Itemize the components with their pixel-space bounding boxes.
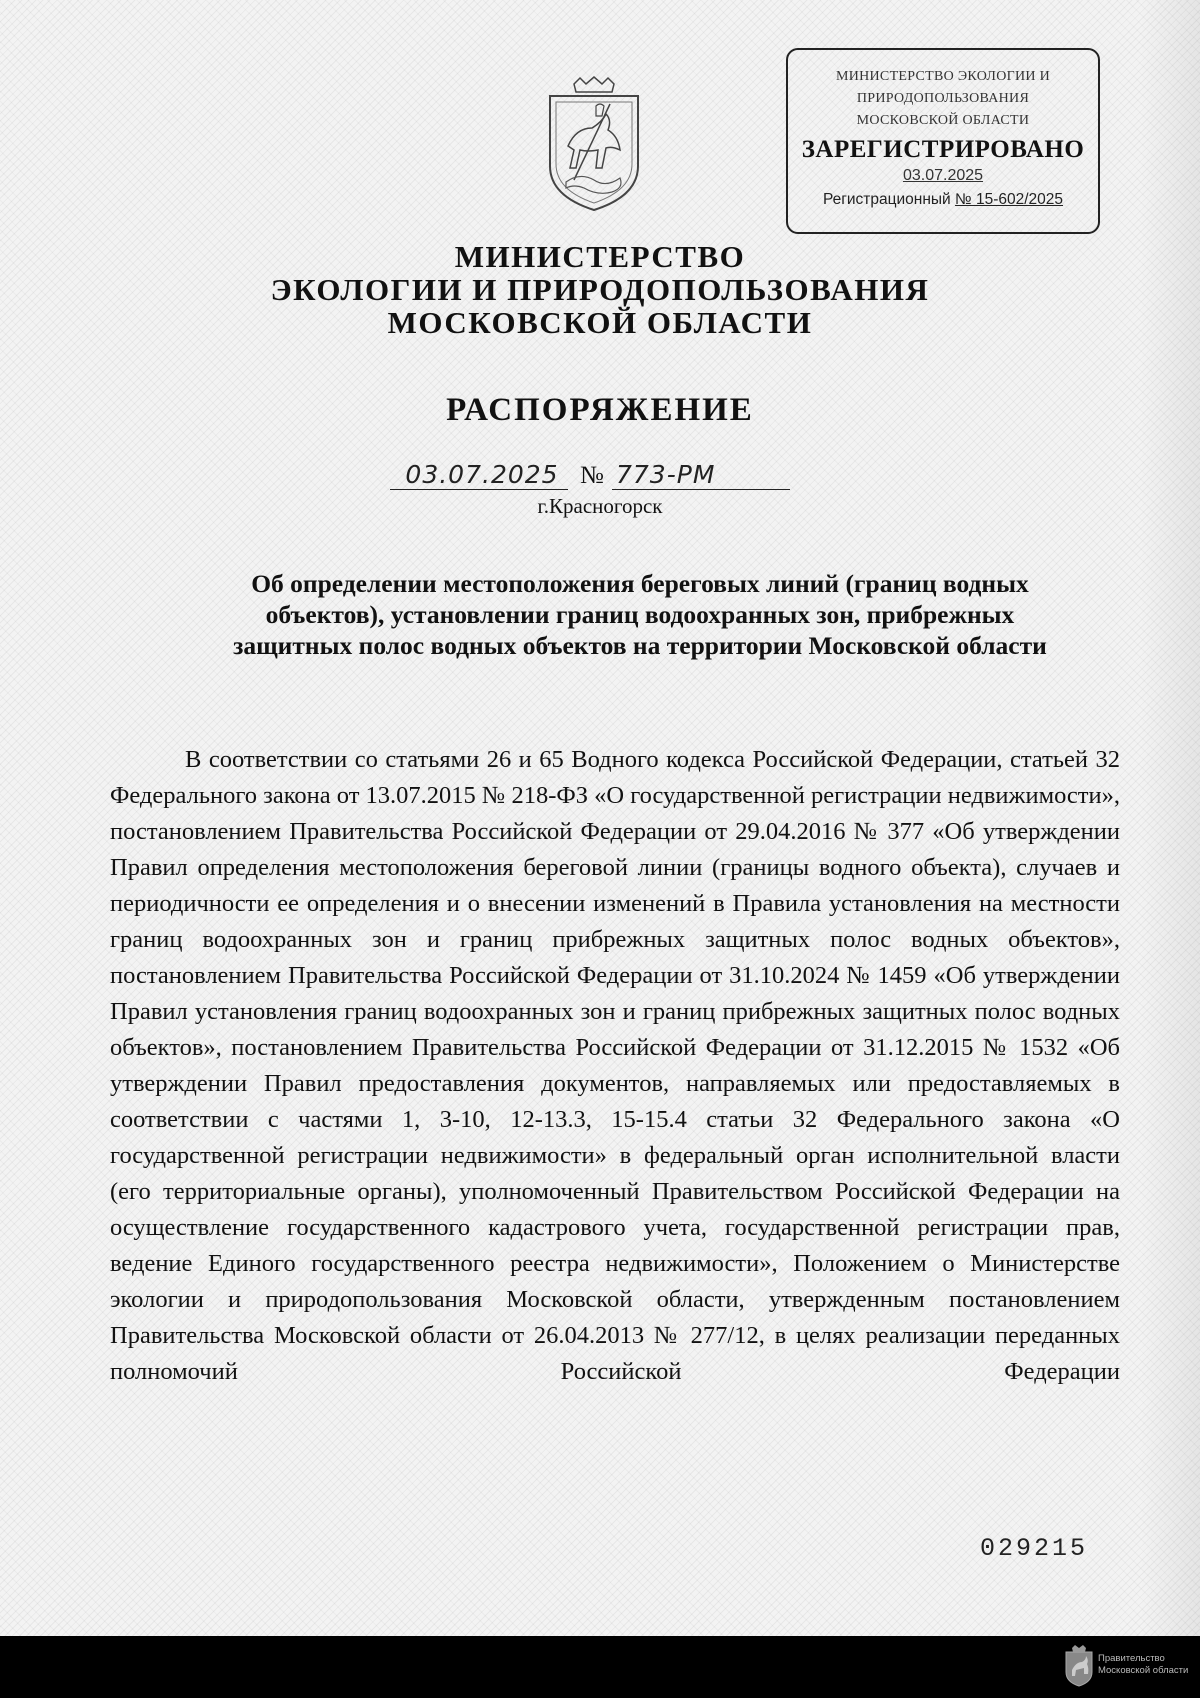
number-sign: №	[580, 462, 604, 489]
ministry-line1: МИНИСТЕРСТВО	[454, 239, 746, 274]
stamp-date: 03.07.2025	[902, 167, 984, 184]
stamp-org-line2: ПРИРОДОПОЛЬЗОВАНИЯ	[856, 91, 1030, 106]
footer-label-line2: Московской области	[1098, 1665, 1189, 1676]
stamp-reg-value: № 15-602/2025	[955, 191, 1064, 208]
stamp-org	[788, 66, 1098, 132]
footer-label-line1: Правительство	[1098, 1653, 1165, 1664]
footer-label	[1098, 1653, 1198, 1677]
document-type: РАСПОРЯЖЕНИЕ	[446, 392, 754, 428]
stamp-reg-number	[788, 191, 1098, 209]
subject-line3: защитных полос водных объектов на территории Московской области	[233, 631, 1047, 660]
ministry-line2: ЭКОЛОГИИ И ПРИРОДОПОЛЬЗОВАНИЯ	[270, 272, 930, 307]
number-underline	[612, 489, 790, 490]
subject-line1: Об определении местоположения береговых линий (границ водных	[251, 569, 1029, 598]
stamp-org-line1: МИНИСТЕРСТВО ЭКОЛОГИИ И	[835, 69, 1051, 84]
city: г.Красногорск	[537, 494, 663, 518]
order-date: 03.07.2025	[405, 460, 559, 489]
stamp-org-line3: МОСКОВСКОЙ ОБЛАСТИ	[856, 113, 1030, 128]
document-subject	[150, 568, 1130, 661]
stamp-status: ЗАРЕГИСТРИРОВАНО	[801, 136, 1085, 163]
date-underline	[390, 489, 568, 490]
ministry-line3: МОСКОВСКОЙ ОБЛАСТИ	[387, 305, 813, 340]
government-emblem-icon	[1062, 1644, 1096, 1688]
document-code: 029215	[979, 1534, 1088, 1563]
footer-bar	[0, 1636, 1200, 1698]
body-paragraph: В соответствии со статьями 26 и 65 Водного кодекса Российской Федерации, статьей 32 Федерального закона от 13.07.2015 № 218-ФЗ «О государственной регистрации недвижимости», постановлением Правительства Российской Федерации от 29.04.2016 № 377 «Об утверждении Правил определения местоположения береговой линии (границы водного объекта), случаев и периодичности ее определения и о внесении изменений в Правила установления на местности границ водоохранных зон и границ прибрежных защитных полос водных объектов», постановлением Правительства Российской Федерации от 31.10.2024 № 1459 «Об утверждении Правил установления границ водоохранных зон и границ прибрежных защитных полос водных объектов», постановлением Правительства Российской Федерации от 31.12.2015 № 1532 «Об утверждении Правил предоставления документов, направляемых или предоставляемых в соответствии с частями 1, 3-10, 12-13.3, 15-15.4 статьи 32 Федерального закона «О государственной регистрации недвижимости» в федеральный орган исполнительной власти (его территориальные органы), уполномоченный Правительством Российской Федерации на осуществление государственного кадастрового учета, государственной регистрации прав, ведение Единого государственного реестра недвижимости», Положением о Министерстве экологии и природопользования Московской области, утвержденным постановлением Правительства Московской области от 26.04.2013 № 277/12, в целях реализации переданных полномочий Российской Федерации	[110, 746, 1120, 1385]
registration-stamp	[786, 48, 1100, 234]
subject-line2: объектов), установлении границ водоохранных зон, прибрежных	[265, 600, 1015, 629]
order-number: 773-РМ	[616, 460, 716, 489]
stamp-reg-label: Регистрационный	[822, 191, 951, 208]
order-date-number	[390, 456, 800, 496]
ministry-header	[0, 240, 1200, 339]
coat-of-arms-icon	[540, 76, 648, 214]
